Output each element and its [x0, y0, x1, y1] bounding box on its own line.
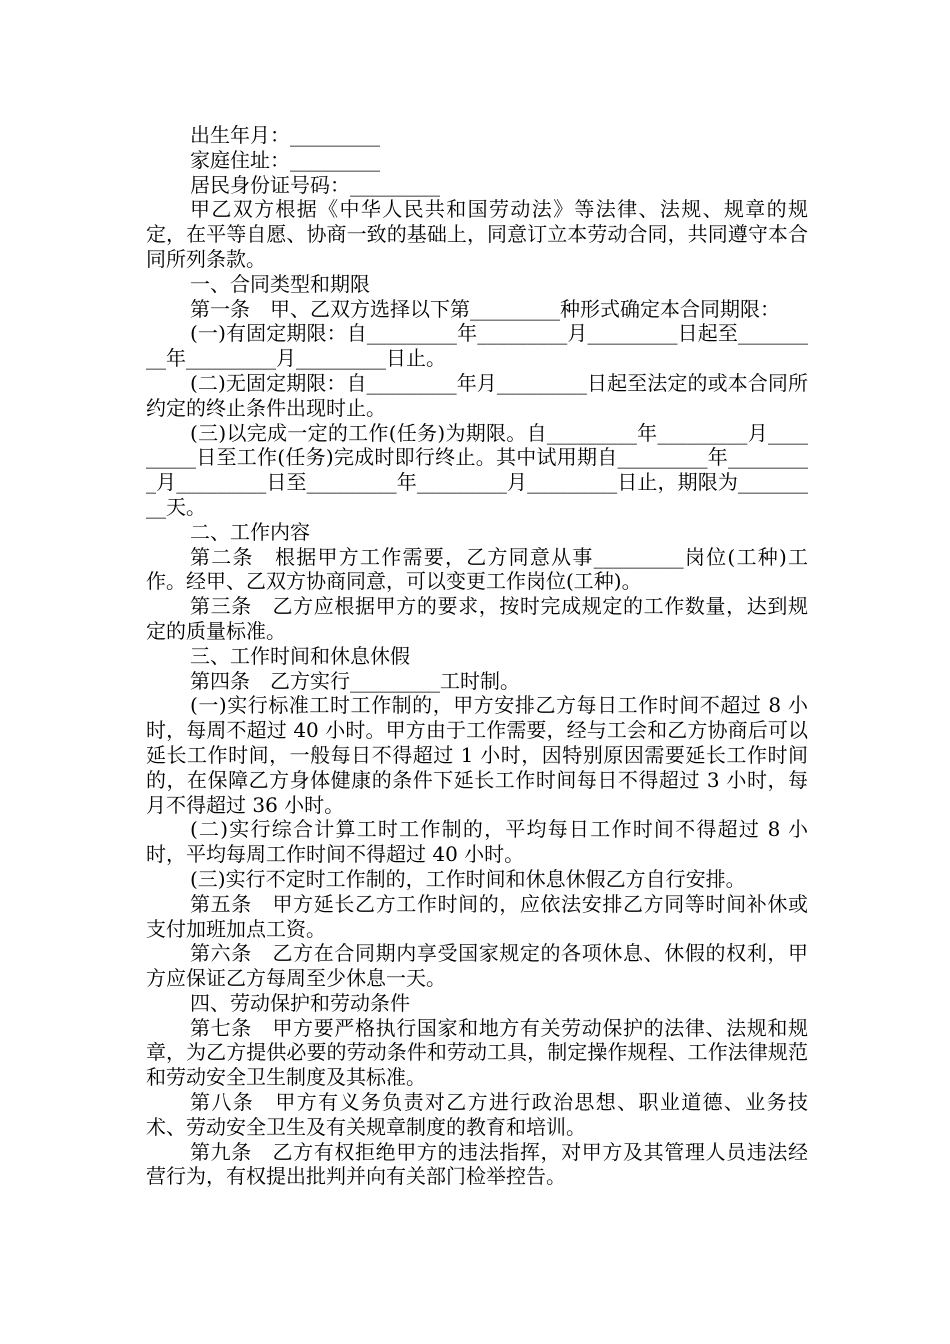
article-6: 第六条 乙方在合同期内享受国家规定的各项休息、休假的权利，甲方应保证乙方每周至少休息一天。	[146, 941, 808, 991]
article-1-option-3: (三)以完成一定的工作(任务)为期限。自_________年_________月_________日至工作(任务)完成时即行终止。其中试用期自_________年_________月_________日至_________年_________月_________日止，期限为_________天。	[146, 420, 808, 519]
preamble-paragraph: 甲乙双方根据《中华人民共和国劳动法》等法律、法规、规章的规定，在平等自愿、协商一致的基础上，同意订立本劳动合同，共同遵守本合同所列条款。	[146, 197, 808, 271]
article-8: 第八条 甲方有义务负责对乙方进行政治思想、职业道德、业务技术、劳动安全卫生及有关规章制度的教育和培训。	[146, 1090, 808, 1139]
article-4: 第四条 乙方实行_________工时制。	[190, 668, 520, 693]
article-9: 第九条 乙方有权拒绝甲方的违法指挥，对甲方及其管理人员违法经营行为，有权提出批判并向有关部门检举控告。	[146, 1139, 808, 1189]
article-1: 第一条 甲、乙双方选择以下第_________种形式确定本合同期限：	[190, 296, 780, 321]
field-birth-date: 出生年月：_________	[190, 123, 380, 147]
section-heading-labor-protection: 四、劳动保护和劳动条件	[190, 990, 410, 1015]
article-4-item-1: (一)实行标准工时工作制的，甲方安排乙方每日工作时间不超过 8 小时，每周不超过 40 小时。甲方由于工作需要，经与工会和乙方协商后可以延长工作时间，一般每日不得超过 1 小时，因特别原因需要延长工作时间的，在保障乙方身体健康的条件下延长工作时间每日不得超过 3 小时，每月不得超过 36 小时。	[146, 693, 808, 817]
article-3: 第三条 乙方应根据甲方的要求，按时完成规定的工作数量，达到规定的质量标准。	[146, 594, 808, 643]
article-4-item-2: (二)实行综合计算工时工作制的，平均每日工作时间不得超过 8 小时，平均每周工作时间不得超过 40 小时。	[146, 817, 808, 867]
contract-body	[146, 123, 808, 1189]
field-home-address: 家庭住址：_________	[190, 147, 380, 172]
section-heading-contract-type: 一、合同类型和期限	[190, 271, 370, 296]
section-heading-working-hours: 三、工作时间和休息休假	[190, 643, 410, 668]
article-1-option-2: (二)无固定期限：自_________年月_________日起至法定的或本合同所约定的终止条件出现时止。	[146, 370, 808, 420]
section-heading-work-content: 二、工作内容	[190, 519, 310, 544]
article-7: 第七条 甲方要严格执行国家和地方有关劳动保护的法律、法规和规章，为乙方提供必要的劳动条件和劳动工具，制定操作规程、工作法律规范和劳动安全卫生制度及其标准。	[146, 1015, 808, 1090]
field-id-number: 居民身份证号码：_________	[190, 172, 440, 197]
article-2: 第二条 根据甲方工作需要，乙方同意从事_________岗位(工种)工作。经甲、乙双方协商同意，可以变更工作岗位(工种)。	[146, 544, 808, 594]
article-4-item-3: (三)实行不定时工作制的，工作时间和休息休假乙方自行安排。	[190, 866, 746, 891]
article-5: 第五条 甲方延长乙方工作时间的，应依法安排乙方同等时间补休或支付加班加点工资。	[146, 891, 808, 941]
article-1-option-1: (一)有固定期限：自_________年_________月_________日起至_________年_________月_________日止。	[146, 321, 808, 371]
